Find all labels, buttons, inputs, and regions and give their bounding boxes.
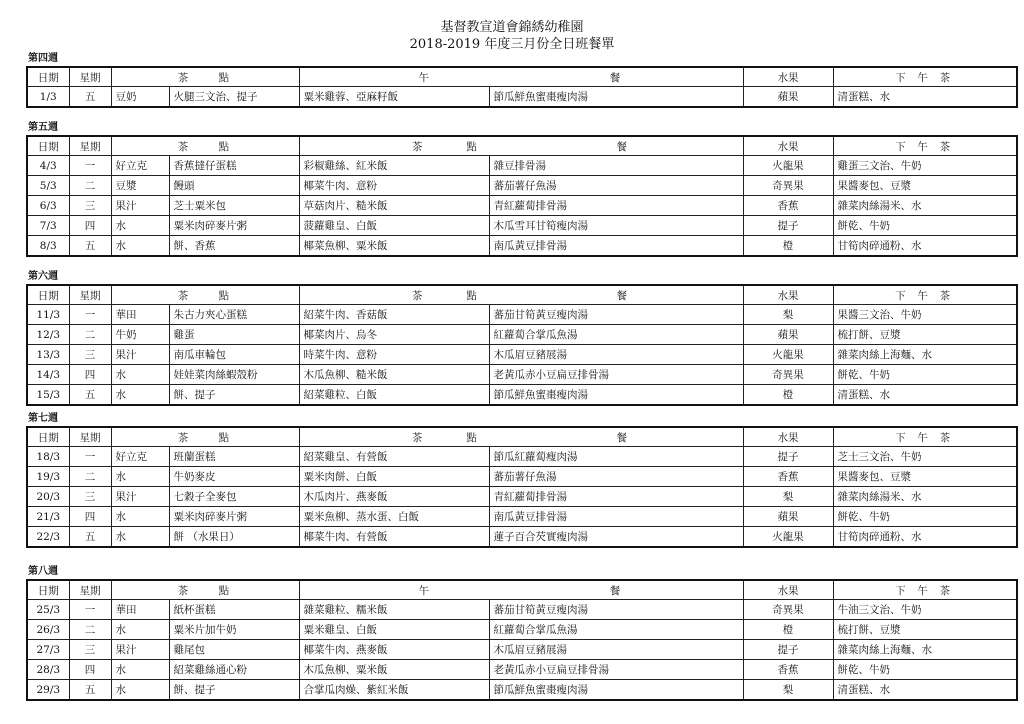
date-cell: 14/3 bbox=[27, 365, 69, 385]
tea-cell: 餅乾、牛奶 bbox=[833, 660, 1017, 680]
header-row bbox=[27, 67, 1017, 87]
fruit-cell: 蘋果 bbox=[743, 325, 833, 345]
fruit-cell: 梨 bbox=[743, 680, 833, 701]
rice-cell: 木瓜魚柳、粟米飯 bbox=[299, 660, 489, 680]
drink-cell: 好立克 bbox=[111, 156, 169, 176]
menu-table bbox=[26, 284, 1018, 406]
soup-cell: 節瓜紅蘿蔔瘦肉湯 bbox=[489, 447, 743, 467]
tea-cell: 甘筍肉碎通粉、水 bbox=[833, 236, 1017, 257]
weekday-cell: 三 bbox=[69, 640, 111, 660]
snack-cell: 紹菜雞絲通心粉 bbox=[169, 660, 299, 680]
tea-cell: 餅乾、牛奶 bbox=[833, 365, 1017, 385]
rice-cell: 椰菜牛肉、燕麥飯 bbox=[299, 640, 489, 660]
soup-cell: 青紅蘿蔔排骨湯 bbox=[489, 487, 743, 507]
tea-cell: 雜菜肉絲上海麵、水 bbox=[833, 345, 1017, 365]
week-section bbox=[26, 121, 1016, 257]
fruit-cell: 蘋果 bbox=[743, 87, 833, 108]
soup-cell: 節瓜鮮魚蜜棗瘦肉湯 bbox=[489, 680, 743, 701]
weekday-cell: 四 bbox=[69, 660, 111, 680]
soup-cell: 南瓜黃豆排骨湯 bbox=[489, 507, 743, 527]
snack-cell: 火腿三文治、提子 bbox=[169, 87, 299, 108]
school-name: 基督教宣道會錦綉幼稚園 bbox=[440, 20, 584, 35]
table-row bbox=[27, 236, 1017, 257]
col-date-header: 日期 bbox=[27, 136, 69, 156]
col-snack-header: 茶 點 bbox=[111, 427, 299, 447]
rice-cell: 椰菜肉片、烏冬 bbox=[299, 325, 489, 345]
soup-cell: 木瓜眉豆豬展湯 bbox=[489, 640, 743, 660]
header-row bbox=[27, 285, 1017, 305]
table-row bbox=[27, 196, 1017, 216]
snack-cell: 牛奶麥皮 bbox=[169, 467, 299, 487]
weekday-cell: 四 bbox=[69, 365, 111, 385]
date-cell: 21/3 bbox=[27, 507, 69, 527]
week-section bbox=[26, 52, 1016, 108]
col-date-header: 日期 bbox=[27, 67, 69, 87]
col-weekday-header: 星期 bbox=[69, 285, 111, 305]
drink-cell: 牛奶 bbox=[111, 325, 169, 345]
week-section bbox=[26, 412, 1016, 548]
date-cell: 8/3 bbox=[27, 236, 69, 257]
weekday-cell: 一 bbox=[69, 305, 111, 325]
soup-cell: 節瓜鮮魚蜜棗瘦肉湯 bbox=[489, 385, 743, 406]
table-row bbox=[27, 507, 1017, 527]
table-row bbox=[27, 87, 1017, 108]
fruit-cell: 香蕉 bbox=[743, 196, 833, 216]
col-lunch-header: 午 餐 bbox=[299, 67, 743, 87]
fruit-cell: 提子 bbox=[743, 640, 833, 660]
fruit-cell: 提子 bbox=[743, 447, 833, 467]
rice-cell: 紹菜雞粒、白飯 bbox=[299, 385, 489, 406]
table-row bbox=[27, 600, 1017, 620]
rice-cell: 粟米肉餅、白飯 bbox=[299, 467, 489, 487]
weekday-cell: 二 bbox=[69, 325, 111, 345]
snack-cell: 紙杯蛋糕 bbox=[169, 600, 299, 620]
week-label: 第七週 bbox=[28, 413, 58, 424]
week-label: 第六週 bbox=[28, 271, 58, 282]
snack-cell: 朱古力夾心蛋糕 bbox=[169, 305, 299, 325]
col-lunch-header: 茶 點 餐 bbox=[299, 136, 743, 156]
weekday-cell: 五 bbox=[69, 527, 111, 548]
fruit-cell: 火龍果 bbox=[743, 345, 833, 365]
soup-cell: 老黃瓜赤小豆扁豆排骨湯 bbox=[489, 365, 743, 385]
snack-cell: 香蕉撻仔蛋糕 bbox=[169, 156, 299, 176]
table-row bbox=[27, 487, 1017, 507]
date-cell: 5/3 bbox=[27, 176, 69, 196]
date-cell: 12/3 bbox=[27, 325, 69, 345]
drink-cell: 果汁 bbox=[111, 345, 169, 365]
fruit-cell: 奇異果 bbox=[743, 600, 833, 620]
menu-table bbox=[26, 579, 1018, 701]
tea-cell: 果醬麥包、豆漿 bbox=[833, 467, 1017, 487]
tea-cell: 清蛋糕、水 bbox=[833, 680, 1017, 701]
soup-cell: 蕃茄甘筍黃豆瘦肉湯 bbox=[489, 305, 743, 325]
snack-cell: 班蘭蛋糕 bbox=[169, 447, 299, 467]
weekday-cell: 五 bbox=[69, 87, 111, 108]
week-section bbox=[26, 270, 1016, 406]
fruit-cell: 梨 bbox=[743, 305, 833, 325]
drink-cell: 華田 bbox=[111, 305, 169, 325]
soup-cell: 木瓜雪耳甘筍瘦肉湯 bbox=[489, 216, 743, 236]
col-snack-header: 茶 點 bbox=[111, 67, 299, 87]
tea-cell: 雞蛋三文治、牛奶 bbox=[833, 156, 1017, 176]
col-weekday-header: 星期 bbox=[69, 427, 111, 447]
drink-cell: 水 bbox=[111, 620, 169, 640]
table-row bbox=[27, 176, 1017, 196]
tea-cell: 清蛋糕、水 bbox=[833, 87, 1017, 108]
tea-cell: 雜菜肉絲湯米、水 bbox=[833, 487, 1017, 507]
fruit-cell: 蘋果 bbox=[743, 507, 833, 527]
drink-cell: 水 bbox=[111, 365, 169, 385]
snack-cell: 餅、提子 bbox=[169, 385, 299, 406]
col-date-header: 日期 bbox=[27, 580, 69, 600]
drink-cell: 豆漿 bbox=[111, 176, 169, 196]
rice-cell: 粟米雞蓉、亞麻籽飯 bbox=[299, 87, 489, 108]
rice-cell: 椰菜牛肉、意粉 bbox=[299, 176, 489, 196]
drink-cell: 水 bbox=[111, 385, 169, 406]
drink-cell: 果汁 bbox=[111, 487, 169, 507]
weekday-cell: 二 bbox=[69, 176, 111, 196]
col-date-header: 日期 bbox=[27, 285, 69, 305]
table-row bbox=[27, 680, 1017, 701]
snack-cell: 雞尾包 bbox=[169, 640, 299, 660]
soup-cell: 蕃茄薯仔魚湯 bbox=[489, 176, 743, 196]
snack-cell: 粟米肉碎麥片粥 bbox=[169, 216, 299, 236]
weekday-cell: 三 bbox=[69, 345, 111, 365]
rice-cell: 草菇肉片、糙米飯 bbox=[299, 196, 489, 216]
table-row bbox=[27, 467, 1017, 487]
col-date-header: 日期 bbox=[27, 427, 69, 447]
fruit-cell: 橙 bbox=[743, 620, 833, 640]
rice-cell: 椰菜魚柳、粟米飯 bbox=[299, 236, 489, 257]
weekday-cell: 四 bbox=[69, 507, 111, 527]
col-tea-header: 下 午 茶 bbox=[833, 136, 1017, 156]
table-row bbox=[27, 365, 1017, 385]
col-snack-header: 茶 點 bbox=[111, 580, 299, 600]
date-cell: 11/3 bbox=[27, 305, 69, 325]
snack-cell: 粟米肉碎麥片粥 bbox=[169, 507, 299, 527]
date-cell: 27/3 bbox=[27, 640, 69, 660]
col-fruit-header: 水果 bbox=[743, 136, 833, 156]
rice-cell: 粟米魚柳、蒸水蛋、白飯 bbox=[299, 507, 489, 527]
rice-cell: 紹菜雞皇、有營飯 bbox=[299, 447, 489, 467]
col-tea-header: 下 午 茶 bbox=[833, 427, 1017, 447]
tea-cell: 梳打餅、豆漿 bbox=[833, 325, 1017, 345]
col-fruit-header: 水果 bbox=[743, 67, 833, 87]
soup-cell: 蕃茄甘筍黃豆瘦肉湯 bbox=[489, 600, 743, 620]
col-weekday-header: 星期 bbox=[69, 67, 111, 87]
col-weekday-header: 星期 bbox=[69, 136, 111, 156]
week-label: 第四週 bbox=[28, 53, 58, 64]
rice-cell: 粟米雞皇、白飯 bbox=[299, 620, 489, 640]
table-row bbox=[27, 156, 1017, 176]
tea-cell: 餅乾、牛奶 bbox=[833, 507, 1017, 527]
weekday-cell: 一 bbox=[69, 447, 111, 467]
col-fruit-header: 水果 bbox=[743, 580, 833, 600]
weekday-cell: 五 bbox=[69, 236, 111, 257]
weekday-cell: 二 bbox=[69, 467, 111, 487]
rice-cell: 木瓜魚柳、糙米飯 bbox=[299, 365, 489, 385]
menu-table bbox=[26, 426, 1018, 548]
snack-cell: 南瓜車輪包 bbox=[169, 345, 299, 365]
col-fruit-header: 水果 bbox=[743, 285, 833, 305]
tea-cell: 甘筍肉碎通粉、水 bbox=[833, 527, 1017, 548]
table-row bbox=[27, 447, 1017, 467]
soup-cell: 南瓜黃豆排骨湯 bbox=[489, 236, 743, 257]
fruit-cell: 奇異果 bbox=[743, 176, 833, 196]
snack-cell: 雞蛋 bbox=[169, 325, 299, 345]
table-row bbox=[27, 216, 1017, 236]
week-section bbox=[26, 565, 1016, 701]
rice-cell: 雜菜雞粒、糯米飯 bbox=[299, 600, 489, 620]
tea-cell: 梳打餅、豆漿 bbox=[833, 620, 1017, 640]
drink-cell: 好立克 bbox=[111, 447, 169, 467]
drink-cell: 水 bbox=[111, 236, 169, 257]
date-cell: 19/3 bbox=[27, 467, 69, 487]
snack-cell: 娃娃菜肉絲蝦殼粉 bbox=[169, 365, 299, 385]
menu-table bbox=[26, 135, 1018, 257]
drink-cell: 水 bbox=[111, 467, 169, 487]
table-row bbox=[27, 527, 1017, 548]
header-row bbox=[27, 580, 1017, 600]
drink-cell: 果汁 bbox=[111, 196, 169, 216]
snack-cell: 芝士粟米包 bbox=[169, 196, 299, 216]
table-row bbox=[27, 640, 1017, 660]
tea-cell: 牛油三文治、牛奶 bbox=[833, 600, 1017, 620]
weekday-cell: 一 bbox=[69, 600, 111, 620]
menu-table bbox=[26, 66, 1018, 108]
date-cell: 22/3 bbox=[27, 527, 69, 548]
drink-cell: 水 bbox=[111, 527, 169, 548]
table-row bbox=[27, 325, 1017, 345]
rice-cell: 木瓜肉片、燕麥飯 bbox=[299, 487, 489, 507]
weekday-cell: 五 bbox=[69, 680, 111, 701]
week-label: 第八週 bbox=[28, 566, 58, 577]
col-tea-header: 下 午 茶 bbox=[833, 285, 1017, 305]
soup-cell: 青紅蘿蔔排骨湯 bbox=[489, 196, 743, 216]
table-row bbox=[27, 660, 1017, 680]
fruit-cell: 火龍果 bbox=[743, 527, 833, 548]
col-lunch-header: 茶 點 餐 bbox=[299, 285, 743, 305]
snack-cell: 餅、提子 bbox=[169, 680, 299, 701]
soup-cell: 老黃瓜赤小豆扁豆排骨湯 bbox=[489, 660, 743, 680]
soup-cell: 木瓜眉豆豬展湯 bbox=[489, 345, 743, 365]
week-label: 第五週 bbox=[28, 122, 58, 133]
date-cell: 15/3 bbox=[27, 385, 69, 406]
soup-cell: 蓮子百合芡實瘦肉湯 bbox=[489, 527, 743, 548]
date-cell: 25/3 bbox=[27, 600, 69, 620]
soup-cell: 蕃茄薯仔魚湯 bbox=[489, 467, 743, 487]
drink-cell: 豆奶 bbox=[111, 87, 169, 108]
weekday-cell: 一 bbox=[69, 156, 111, 176]
date-cell: 1/3 bbox=[27, 87, 69, 108]
date-cell: 18/3 bbox=[27, 447, 69, 467]
col-fruit-header: 水果 bbox=[743, 427, 833, 447]
col-tea-header: 下 午 茶 bbox=[833, 67, 1017, 87]
drink-cell: 水 bbox=[111, 216, 169, 236]
date-cell: 28/3 bbox=[27, 660, 69, 680]
snack-cell: 餅、香蕉 bbox=[169, 236, 299, 257]
col-tea-header: 下 午 茶 bbox=[833, 580, 1017, 600]
fruit-cell: 提子 bbox=[743, 216, 833, 236]
weekday-cell: 三 bbox=[69, 196, 111, 216]
soup-cell: 紅蘿蔔合掌瓜魚湯 bbox=[489, 325, 743, 345]
tea-cell: 餅乾、牛奶 bbox=[833, 216, 1017, 236]
drink-cell: 水 bbox=[111, 507, 169, 527]
drink-cell: 果汁 bbox=[111, 640, 169, 660]
date-cell: 26/3 bbox=[27, 620, 69, 640]
table-row bbox=[27, 385, 1017, 406]
soup-cell: 節瓜鮮魚蜜棗瘦肉湯 bbox=[489, 87, 743, 108]
col-snack-header: 茶 點 bbox=[111, 136, 299, 156]
tea-cell: 果醬三文治、牛奶 bbox=[833, 305, 1017, 325]
col-lunch-header: 午 餐 bbox=[299, 580, 743, 600]
tea-cell: 芝士三文治、牛奶 bbox=[833, 447, 1017, 467]
tea-cell: 雜菜肉絲上海麵、水 bbox=[833, 640, 1017, 660]
date-cell: 20/3 bbox=[27, 487, 69, 507]
col-lunch-header: 茶 點 餐 bbox=[299, 427, 743, 447]
date-cell: 7/3 bbox=[27, 216, 69, 236]
table-row bbox=[27, 620, 1017, 640]
col-snack-header: 茶 點 bbox=[111, 285, 299, 305]
weekday-cell: 四 bbox=[69, 216, 111, 236]
fruit-cell: 香蕉 bbox=[743, 660, 833, 680]
header-row bbox=[27, 136, 1017, 156]
soup-cell: 紅蘿蔔合掌瓜魚湯 bbox=[489, 620, 743, 640]
weekday-cell: 二 bbox=[69, 620, 111, 640]
snack-cell: 七穀子全麥包 bbox=[169, 487, 299, 507]
rice-cell: 椰菜牛肉、有營飯 bbox=[299, 527, 489, 548]
fruit-cell: 橙 bbox=[743, 236, 833, 257]
drink-cell: 水 bbox=[111, 660, 169, 680]
weekday-cell: 五 bbox=[69, 385, 111, 406]
rice-cell: 彩椒雞絲、紅米飯 bbox=[299, 156, 489, 176]
snack-cell: 粟米片加牛奶 bbox=[169, 620, 299, 640]
fruit-cell: 火龍果 bbox=[743, 156, 833, 176]
drink-cell: 水 bbox=[111, 680, 169, 701]
menu-subtitle: 2018-2019 年度三月份全日班餐單 bbox=[409, 37, 615, 52]
snack-cell: 餅 （水果日） bbox=[169, 527, 299, 548]
rice-cell: 菠蘿雞皇、白飯 bbox=[299, 216, 489, 236]
date-cell: 4/3 bbox=[27, 156, 69, 176]
tea-cell: 雜菜肉絲湯米、水 bbox=[833, 196, 1017, 216]
tea-cell: 清蛋糕、水 bbox=[833, 385, 1017, 406]
date-cell: 13/3 bbox=[27, 345, 69, 365]
fruit-cell: 奇異果 bbox=[743, 365, 833, 385]
col-weekday-header: 星期 bbox=[69, 580, 111, 600]
soup-cell: 雜豆排骨湯 bbox=[489, 156, 743, 176]
date-cell: 29/3 bbox=[27, 680, 69, 701]
fruit-cell: 香蕉 bbox=[743, 467, 833, 487]
rice-cell: 紹菜牛肉、香菇飯 bbox=[299, 305, 489, 325]
table-row bbox=[27, 305, 1017, 325]
table-row bbox=[27, 345, 1017, 365]
snack-cell: 饅頭 bbox=[169, 176, 299, 196]
fruit-cell: 橙 bbox=[743, 385, 833, 406]
rice-cell: 時菜牛肉、意粉 bbox=[299, 345, 489, 365]
fruit-cell: 梨 bbox=[743, 487, 833, 507]
date-cell: 6/3 bbox=[27, 196, 69, 216]
weekday-cell: 三 bbox=[69, 487, 111, 507]
tea-cell: 果醬麥包、豆漿 bbox=[833, 176, 1017, 196]
drink-cell: 華田 bbox=[111, 600, 169, 620]
rice-cell: 合掌瓜肉燥、紫紅米飯 bbox=[299, 680, 489, 701]
header-row bbox=[27, 427, 1017, 447]
